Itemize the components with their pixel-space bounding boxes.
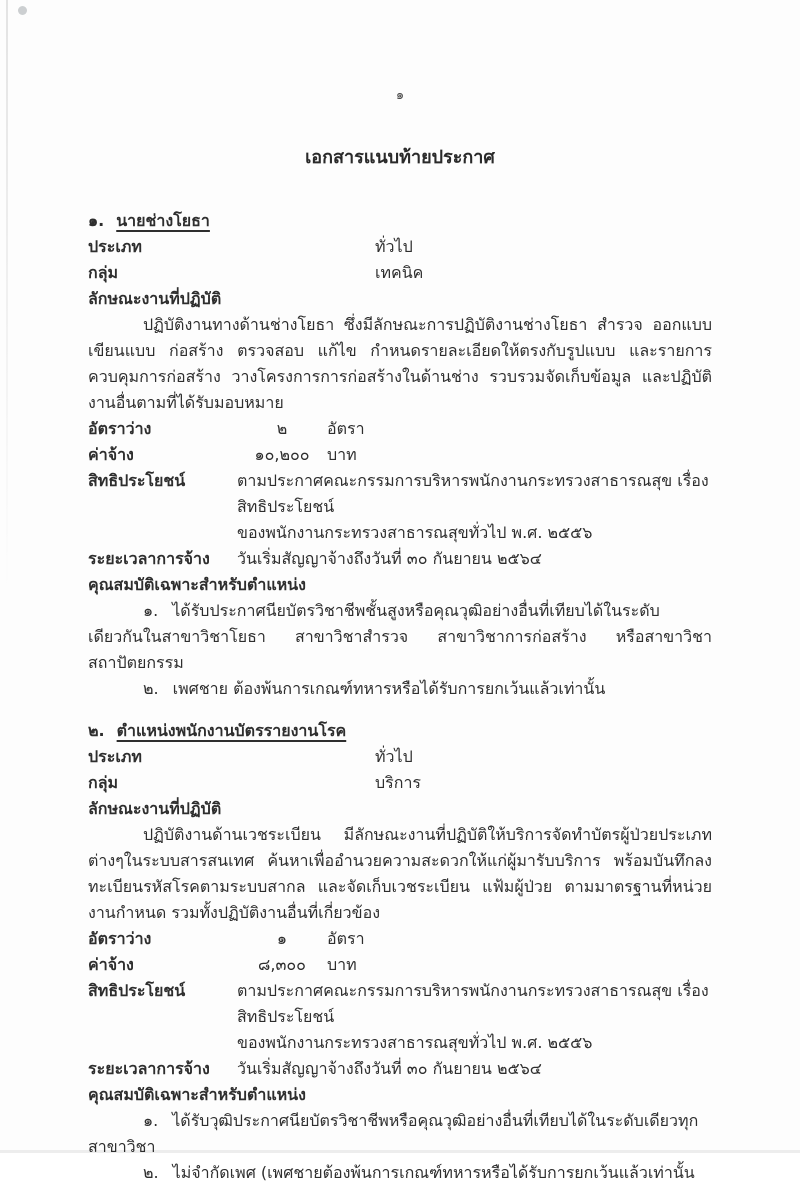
benefits-row <box>88 978 712 1056</box>
wage-row <box>88 442 712 468</box>
section-position-1 <box>88 208 712 702</box>
job-description-text: ปฏิบัติงานด้านเวชระเบียน มีลักษณะงานที่ปฏิบัติให้บริการจัดทำบัตรผู้ป่วยประเภทต่างๆในระบบสารสนเทศ ค้นหาเพื่ออำนวยความสะดวกให้แก่ผู้มารับบริการ พร้อมบันทึกลงทะเบียนรหัสโรคตามระบบสากล และจัดเก็บเวชระเบียน แฟ้มผู้ป่วย ตามมาตรฐานที่หน่วยงานกำหนด รวมทั้งปฏิบัติงานอื่นที่เกี่ยวข้อง <box>88 825 712 922</box>
vacancy-label: อัตราว่าง <box>88 419 152 438</box>
employment-period-label: ระยะเวลาการจ้าง <box>88 1059 210 1078</box>
vacancy-row <box>88 416 712 442</box>
job-description-text: ปฏิบัติงานทางด้านช่างโยธา ซึ่งมีลักษณะการปฏิบัติงานช่างโยธา สำรวจ ออกแบบ เขียนแบบ ก่อสร้าง ตรวจสอบ แก้ไข กำหนดรายละเอียดให้ตรงกับรูปแบบ และรายการควบคุมการก่อสร้าง วางโครงการการก่อสร้างในด้านช่าง รวบรวมจัดเก็บข้อมูล และปฏิบัติงานอื่นตามที่ได้รับมอบหมาย <box>88 315 712 412</box>
vacancy-unit: อัตรา <box>327 929 365 948</box>
page-number: ๑ <box>395 88 405 103</box>
type-row <box>88 234 712 260</box>
job-description-label: ลักษณะงานที่ปฏิบัติ <box>88 799 222 818</box>
position-title: นายช่างโยธา <box>116 211 210 230</box>
qualification-item-text: ได้รับวุฒิประกาศนียบัตรวิชาชีพหรือคุณวุฒิอย่างอื่นที่เทียบได้ในระดับเดียวทุกสาขาวิชา <box>88 1111 699 1156</box>
benefits-value <box>237 468 712 546</box>
benefits-line: ตามประกาศคณะกรรมการบริหารพนักงานกระทรวงสาธารณสุข เรื่อง สิทธิประโยชน์ <box>237 981 709 1026</box>
wage-value: ๑๐,๒๐๐ <box>254 445 310 464</box>
position-title: ตำแหน่งพนักงานบัตรรายงานโรค <box>116 721 347 740</box>
qualification-item <box>88 1108 712 1160</box>
scan-artifact <box>18 6 27 15</box>
benefits-line: ของพนักงานกระทรวงสาธารณสุขทั่วไป พ.ศ. ๒๕๕๖ <box>237 1033 593 1052</box>
qualification-item <box>88 1160 712 1186</box>
benefits-value <box>237 978 712 1056</box>
group-label: กลุ่ม <box>88 263 119 282</box>
wage-label: ค่าจ้าง <box>88 955 134 974</box>
wage-label: ค่าจ้าง <box>88 445 134 464</box>
qualification-item-text: ได้รับประกาศนียบัตรวิชาชีพชั้นสูงหรือคุณวุฒิอย่างอื่นที่เทียบได้ในระดับเดียวกันในสาขาวิชาโยธา สาขาวิชาสำรวจ สาขาวิชาการก่อสร้าง หรือสาขาวิชาสถาปัตยกรรม <box>88 601 712 672</box>
qualification-item-number: ๑. <box>143 601 159 620</box>
qualification-item-number: ๒. <box>143 1163 159 1182</box>
wage-unit: บาท <box>327 955 357 974</box>
group-value: เทคนิค <box>375 263 424 282</box>
type-label: ประเภท <box>88 237 142 256</box>
section-heading <box>88 718 712 744</box>
group-label: กลุ่ม <box>88 773 119 792</box>
qualification-item <box>88 676 712 702</box>
type-label: ประเภท <box>88 747 142 766</box>
type-value: ทั่วไป <box>375 237 413 256</box>
qualification-item <box>88 598 712 676</box>
vacancy-row <box>88 926 712 952</box>
group-row <box>88 260 712 286</box>
wage-unit: บาท <box>327 445 357 464</box>
section-position-2 <box>88 718 712 1186</box>
section-number: ๑. <box>88 211 105 230</box>
vacancy-value: ๑ <box>276 929 288 948</box>
job-description-label: ลักษณะงานที่ปฏิบัติ <box>88 289 222 308</box>
employment-period-row <box>88 546 712 572</box>
qualification-item-text: ไม่จำกัดเพศ (เพศชายต้องพ้นการเกณฑ์ทหารหรือได้รับการยกเว้นแล้วเท่านั้น <box>172 1163 695 1182</box>
benefits-label: สิทธิประโยชน์ <box>88 471 186 490</box>
group-value: บริการ <box>375 773 422 792</box>
employment-period-row <box>88 1056 712 1082</box>
wage-row <box>88 952 712 978</box>
type-row <box>88 744 712 770</box>
qualifications-label: คุณสมบัติเฉพาะสำหรับตำแหน่ง <box>88 575 306 594</box>
qualification-item-text: เพศชาย ต้องพ้นการเกณฑ์ทหารหรือได้รับการยกเว้นแล้วเท่านั้น <box>172 679 606 698</box>
section-heading <box>88 208 712 234</box>
qualification-item-number: ๒. <box>143 679 159 698</box>
employment-period-label: ระยะเวลาการจ้าง <box>88 549 210 568</box>
wage-value: ๘,๓๐๐ <box>258 955 306 974</box>
benefits-line: ตามประกาศคณะกรรมการบริหารพนักงานกระทรวงสาธารณสุข เรื่อง สิทธิประโยชน์ <box>237 471 709 516</box>
benefits-line: ของพนักงานกระทรวงสาธารณสุขทั่วไป พ.ศ. ๒๕๕๖ <box>237 523 593 542</box>
vacancy-unit: อัตรา <box>327 419 365 438</box>
employment-period-value: วันเริ่มสัญญาจ้างถึงวันที่ ๓๐ กันยายน ๒๕๖๔ <box>237 1059 542 1078</box>
qualifications-label: คุณสมบัติเฉพาะสำหรับตำแหน่ง <box>88 1085 306 1104</box>
type-value: ทั่วไป <box>375 747 413 766</box>
section-number: ๒. <box>88 721 105 740</box>
benefits-row <box>88 468 712 546</box>
vacancy-label: อัตราว่าง <box>88 929 152 948</box>
document-title: เอกสารแนบท้ายประกาศ <box>305 147 495 168</box>
qualification-item-number: ๑. <box>143 1111 159 1130</box>
vacancy-value: ๒ <box>276 419 288 438</box>
group-row <box>88 770 712 796</box>
benefits-label: สิทธิประโยชน์ <box>88 981 186 1000</box>
employment-period-value: วันเริ่มสัญญาจ้างถึงวันที่ ๓๐ กันยายน ๒๕๖๔ <box>237 549 542 568</box>
